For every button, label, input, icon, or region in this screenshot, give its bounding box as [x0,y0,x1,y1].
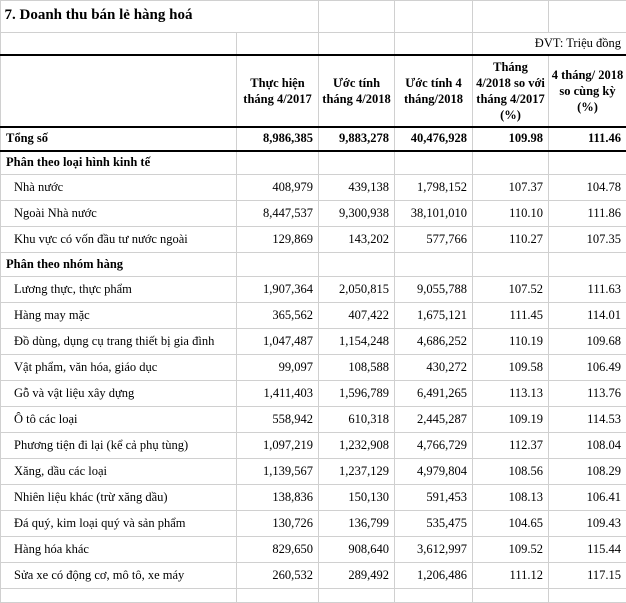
header-col-1: Thực hiện tháng 4/2017 [237,55,319,127]
row-value: 113.13 [473,381,549,407]
row-label: Vật phẩm, văn hóa, giáo dục [1,355,237,381]
table-title: 7. Doanh thu bán lẻ hàng hoá [5,7,193,24]
table-row [1,433,626,459]
section-label: Phân theo nhóm hàng [1,253,237,277]
row-label: Xăng, dầu các loại [1,459,237,485]
row-label: Lương thực, thực phẩm [1,277,237,303]
row-value: 38,101,010 [395,201,473,227]
row-value: 143,202 [319,227,395,253]
total-value: 111.46 [549,127,626,151]
row-label: Ô tô các loại [1,407,237,433]
total-value: 8,986,385 [237,127,319,151]
row-value: 109.58 [473,355,549,381]
row-value: 108,588 [319,355,395,381]
row-value: 591,453 [395,485,473,511]
row-value: 8,447,537 [237,201,319,227]
row-label: Đá quý, kim loại quý và sản phẩm [1,511,237,537]
row-value: 430,272 [395,355,473,381]
table-row [1,201,626,227]
row-value: 111.63 [549,277,626,303]
section-label: Phân theo loại hình kinh tế [1,151,237,175]
row-value: 114.01 [549,303,626,329]
row-value: 112.37 [473,433,549,459]
row-value: 106.49 [549,355,626,381]
row-value: 109.52 [473,537,549,563]
row-value: 113.76 [549,381,626,407]
row-value: 1,206,486 [395,563,473,589]
row-value: 136,799 [319,511,395,537]
header-col-2: Ước tính tháng 4/2018 [319,55,395,127]
row-label: Hàng may mặc [1,303,237,329]
row-label: Gỗ và vật liệu xây dựng [1,381,237,407]
row-value: 829,650 [237,537,319,563]
row-value: 1,154,248 [319,329,395,355]
row-value: 115.44 [549,537,626,563]
table-row [1,175,626,201]
row-value: 1,139,567 [237,459,319,485]
row-value: 108.13 [473,485,549,511]
row-value: 1,097,219 [237,433,319,459]
row-value: 9,055,788 [395,277,473,303]
row-value: 109.68 [549,329,626,355]
table-row [1,329,626,355]
row-value: 558,942 [237,407,319,433]
row-value: 1,675,121 [395,303,473,329]
header-blank [1,55,237,127]
row-value: 535,475 [395,511,473,537]
table-row [1,277,626,303]
row-value: 1,596,789 [319,381,395,407]
row-value: 408,979 [237,175,319,201]
row-value: 4,979,804 [395,459,473,485]
row-value: 365,562 [237,303,319,329]
title-cell [1,1,319,33]
row-value: 111.12 [473,563,549,589]
row-value: 108.29 [549,459,626,485]
section-header [1,151,626,175]
row-value: 109.43 [549,511,626,537]
row-value: 114.53 [549,407,626,433]
row-value: 6,491,265 [395,381,473,407]
row-label: Khu vực có vốn đầu tư nước ngoài [1,227,237,253]
table-row [1,537,626,563]
row-value: 99,097 [237,355,319,381]
row-value: 4,686,252 [395,329,473,355]
row-value: 610,318 [319,407,395,433]
table-row [1,355,626,381]
row-value: 111.86 [549,201,626,227]
total-row [1,127,626,151]
table-row [1,485,626,511]
row-value: 110.27 [473,227,549,253]
table-row [1,459,626,485]
row-value: 908,640 [319,537,395,563]
row-value: 407,422 [319,303,395,329]
total-value: 40,476,928 [395,127,473,151]
row-value: 2,050,815 [319,277,395,303]
row-value: 104.78 [549,175,626,201]
row-label: Đồ dùng, dụng cụ trang thiết bị gia đình [1,329,237,355]
row-label: Sửa xe có động cơ, mô tô, xe máy [1,563,237,589]
row-value: 108.04 [549,433,626,459]
row-value: 1,047,487 [237,329,319,355]
total-value: 9,883,278 [319,127,395,151]
row-value: 106.41 [549,485,626,511]
row-label: Hàng hóa khác [1,537,237,563]
table-row [1,381,626,407]
section-header [1,253,626,277]
row-value: 1,232,908 [319,433,395,459]
row-value: 109.19 [473,407,549,433]
row-value: 150,130 [319,485,395,511]
table-row [1,407,626,433]
row-value: 104.65 [473,511,549,537]
table-row [1,511,626,537]
header-col-4: Tháng 4/2018 so với tháng 4/2017 (%) [473,55,549,127]
header-col-3: Ước tính 4 tháng/2018 [395,55,473,127]
row-label: Nhiên liệu khác (trừ xăng dầu) [1,485,237,511]
row-value: 439,138 [319,175,395,201]
row-value: 117.15 [549,563,626,589]
row-value: 107.37 [473,175,549,201]
row-value: 9,300,938 [319,201,395,227]
row-value: 107.35 [549,227,626,253]
row-value: 130,726 [237,511,319,537]
row-value: 3,612,997 [395,537,473,563]
header-col-5: 4 tháng/ 2018 so cùng kỳ (%) [549,55,626,127]
row-value: 2,445,287 [395,407,473,433]
row-value: 138,836 [237,485,319,511]
row-value: 1,237,129 [319,459,395,485]
table-row [1,227,626,253]
row-value: 108.56 [473,459,549,485]
row-value: 111.45 [473,303,549,329]
row-value: 260,532 [237,563,319,589]
table-row [1,303,626,329]
row-value: 110.10 [473,201,549,227]
row-value: 289,492 [319,563,395,589]
row-value: 129,869 [237,227,319,253]
total-label: Tổng số [1,127,237,151]
row-label: Ngoài Nhà nước [1,201,237,227]
row-value: 577,766 [395,227,473,253]
row-value: 110.19 [473,329,549,355]
total-value: 109.98 [473,127,549,151]
unit-label: ĐVT: Triệu đồng [473,33,626,55]
row-value: 1,411,403 [237,381,319,407]
row-value: 4,766,729 [395,433,473,459]
row-value: 1,798,152 [395,175,473,201]
row-value: 1,907,364 [237,277,319,303]
table-row [1,563,626,589]
row-value: 107.52 [473,277,549,303]
row-label: Phương tiện đi lại (kể cả phụ tùng) [1,433,237,459]
row-label: Nhà nước [1,175,237,201]
